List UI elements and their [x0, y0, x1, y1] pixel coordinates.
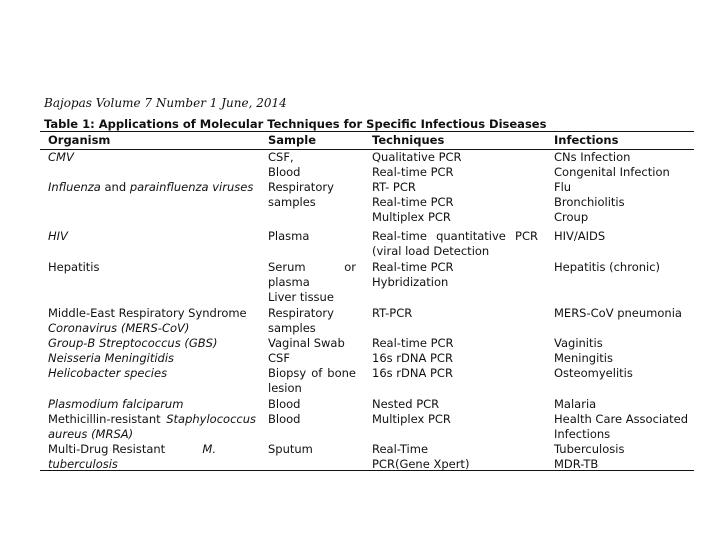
- sample-cell: CSF,: [268, 150, 294, 164]
- organism-cell: Plasmodium falciparum: [48, 397, 184, 411]
- technique-cell: Multiplex PCR: [372, 210, 451, 224]
- organism-part: Influenza: [48, 180, 101, 194]
- infection-cell: MERS-CoV pneumonia: [554, 306, 682, 320]
- sample-cell: [268, 366, 356, 381]
- technique-cell: RT- PCR: [372, 180, 416, 194]
- sample-word: bone: [327, 366, 356, 380]
- sample-cell: Liver tissue: [268, 290, 334, 304]
- organism-cell: [48, 412, 256, 427]
- organism-cell: Neisseria Meningitidis: [48, 351, 175, 365]
- technique-cell: [372, 229, 538, 244]
- organism-part: parainfluenza viruses: [129, 180, 254, 194]
- technique-cell: Multiplex PCR: [372, 412, 451, 426]
- infection-cell: HIV/AIDS: [554, 229, 606, 243]
- organism-word: Multi-Drug Resistant: [48, 442, 166, 456]
- technique-cell: PCR(Gene Xpert): [372, 457, 470, 471]
- sample-cell: Blood: [268, 165, 301, 179]
- infection-cell: MDR-TB: [554, 457, 599, 471]
- sample-cell: samples: [268, 195, 316, 209]
- organism-cell: HIV: [48, 229, 68, 243]
- organism-cell: Helicobacter species: [48, 366, 168, 380]
- technique-word: PCR: [515, 229, 538, 243]
- sample-cell: lesion: [268, 381, 302, 395]
- organism-cell: Middle-East Respiratory Syndrome: [48, 306, 247, 320]
- sample-cell: CSF: [268, 351, 290, 365]
- infection-cell: Bronchiolitis: [554, 195, 625, 209]
- organism-cell: [48, 442, 216, 457]
- organism-cell: Hepatitis: [48, 260, 100, 274]
- technique-cell: Real-time PCR: [372, 195, 454, 209]
- technique-cell: Real-Time: [372, 442, 429, 456]
- organism-cell: CMV: [48, 150, 74, 164]
- sample-word: Serum: [268, 260, 306, 274]
- technique-cell: 16s rDNA PCR: [372, 366, 453, 380]
- technique-cell: (viral load Detection: [372, 244, 490, 258]
- infection-cell: Meningitis: [554, 351, 613, 365]
- technique-cell: Real-time PCR: [372, 336, 454, 350]
- sample-cell: plasma: [268, 275, 310, 289]
- sample-cell: Respiratory: [268, 180, 334, 194]
- infection-cell: Flu: [554, 180, 572, 194]
- technique-cell: Nested PCR: [372, 397, 440, 411]
- header-techniques: Techniques: [372, 133, 445, 147]
- technique-cell: Hybridization: [372, 275, 449, 289]
- header-sample: Sample: [268, 133, 316, 147]
- technique-word: quantitative: [436, 229, 506, 243]
- sample-cell: Blood: [268, 412, 301, 426]
- sample-word: of: [311, 366, 323, 380]
- infection-cell: CNs Infection: [554, 150, 631, 164]
- infection-cell: Malaria: [554, 397, 597, 411]
- table-caption: Table 1: Applications of Molecular Techniques for Specific Infectious Diseases: [44, 117, 547, 131]
- technique-cell: Real-time PCR: [372, 260, 454, 274]
- sample-cell: Respiratory: [268, 306, 334, 320]
- header-organism: Organism: [48, 133, 111, 147]
- organism-cell: tuberculosis: [48, 457, 118, 471]
- sample-cell: Sputum: [268, 442, 313, 456]
- infection-cell: Tuberculosis: [554, 442, 625, 456]
- organism-word: M.: [202, 442, 216, 456]
- infection-cell: Croup: [554, 210, 589, 224]
- technique-word: Real-time: [372, 229, 427, 243]
- technique-cell: Qualitative PCR: [372, 150, 462, 164]
- sample-cell: Vaginal Swab: [268, 336, 345, 350]
- techniques-table: [40, 131, 694, 471]
- journal-header: Bajopas Volume 7 Number 1 June, 2014: [44, 96, 287, 110]
- infection-cell: Congenital Infection: [554, 165, 670, 179]
- technique-cell: 16s rDNA PCR: [372, 351, 453, 365]
- sample-cell: Blood: [268, 397, 301, 411]
- technique-cell: RT-PCR: [372, 306, 413, 320]
- infection-cell: Vaginitis: [554, 336, 603, 350]
- organism-cell: [48, 180, 253, 195]
- sample-cell: Plasma: [268, 229, 310, 243]
- organism-word: Methicillin-resistant: [48, 412, 161, 426]
- infection-cell: Health Care Associated: [554, 412, 689, 426]
- infection-cell: Osteomyelitis: [554, 366, 633, 380]
- organism-word: Staphylococcus: [166, 412, 256, 426]
- technique-cell: Real-time PCR: [372, 165, 454, 179]
- header-infections: Infections: [554, 133, 619, 147]
- sample-word: Biopsy: [268, 366, 307, 380]
- organism-part: and: [100, 180, 130, 194]
- sample-cell: [268, 260, 356, 275]
- organism-cell: Group-B Streptococcus (GBS): [48, 336, 218, 350]
- infection-cell: Hepatitis (chronic): [554, 260, 661, 274]
- sample-word: or: [344, 260, 356, 274]
- organism-cell: Coronavirus (MERS-CoV): [48, 321, 190, 335]
- organism-cell: aureus (MRSA): [48, 427, 134, 441]
- infection-cell: Infections: [554, 427, 611, 441]
- sample-cell: samples: [268, 321, 316, 335]
